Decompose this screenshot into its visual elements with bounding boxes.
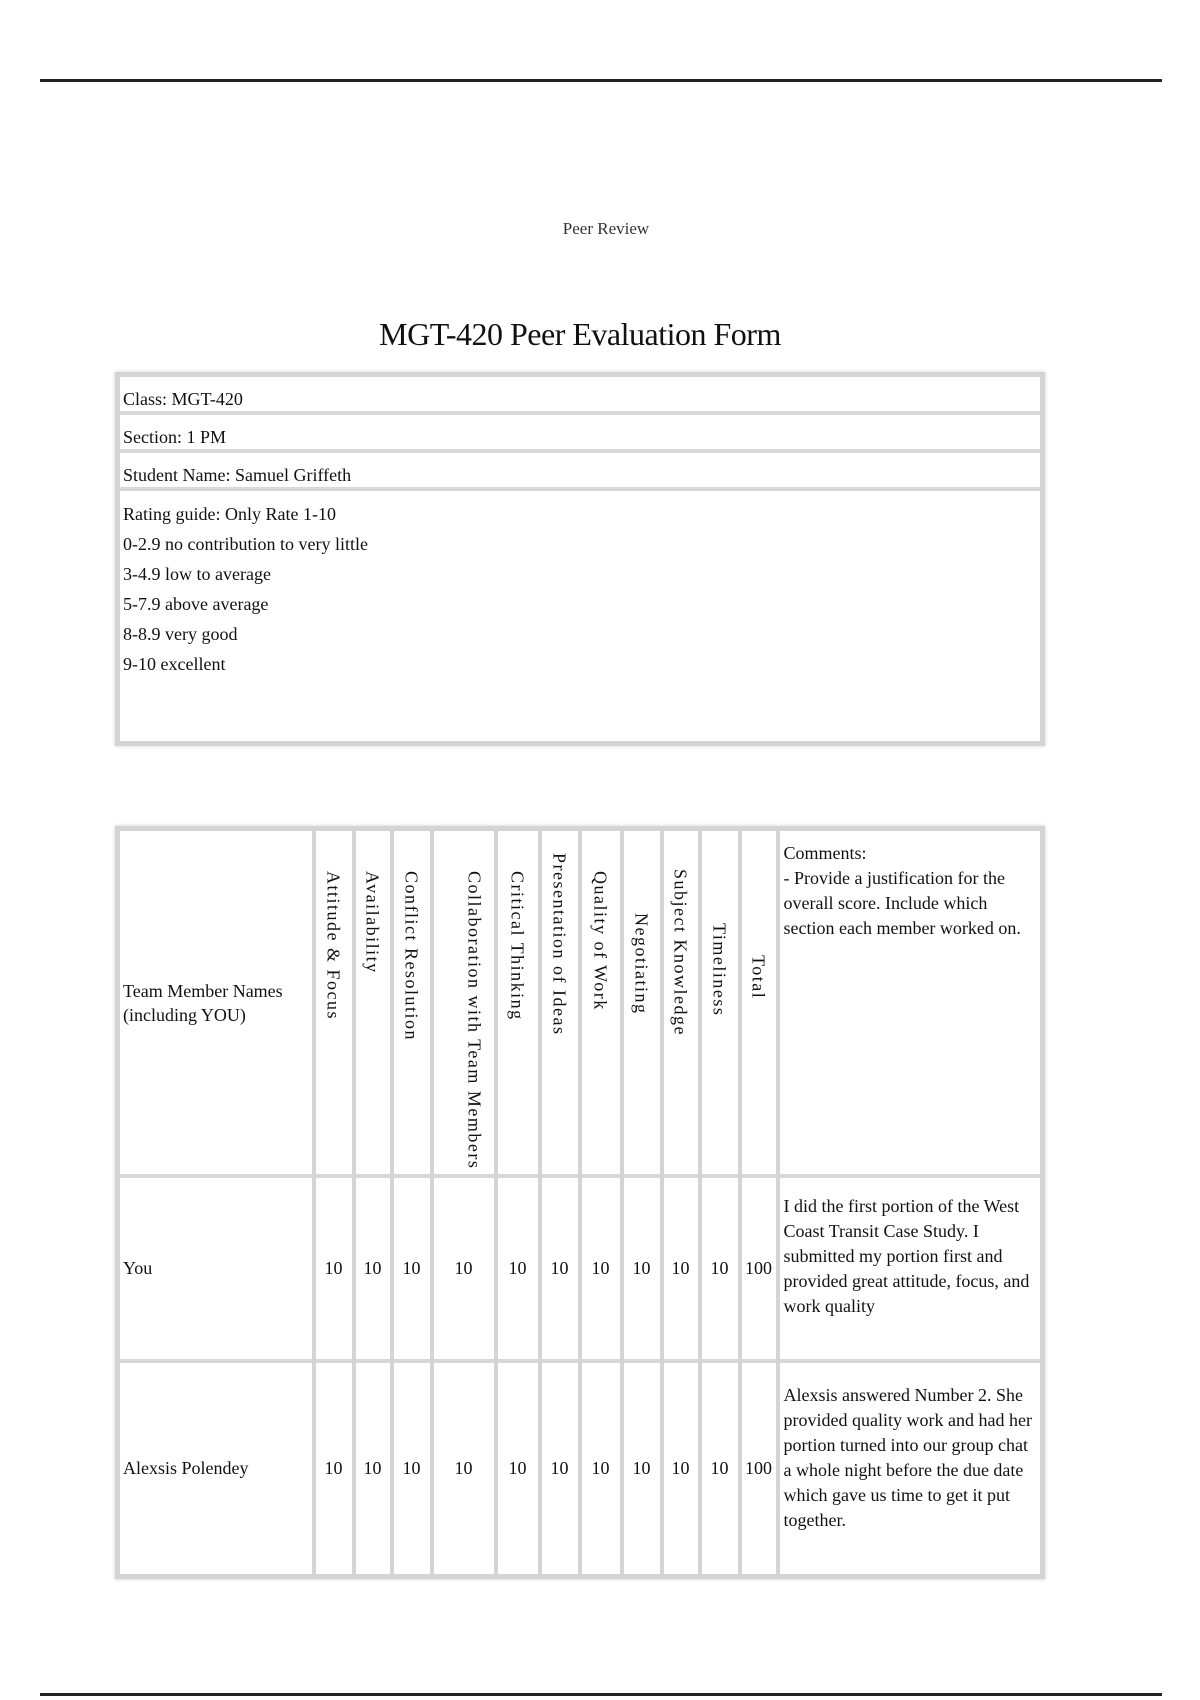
score-cell: 10 [392,1361,432,1576]
criteria-header-label: Subject Knowledge [670,869,691,1036]
criteria-header-label: Negotiating [631,913,652,1015]
score-cell: 10 [432,1361,496,1576]
score-cell: 10 [392,1176,432,1361]
score-cell: 10 [700,1176,740,1361]
table-row [118,1361,1043,1576]
rating-guide [120,491,1040,741]
member-name: You [118,1176,314,1361]
rating-guide-line: 5-7.9 above average [123,594,269,614]
member-name: Alexsis Polendey [118,1361,314,1576]
score-cell: 10 [580,1361,622,1576]
rating-guide-line: 0-2.9 no contribution to very little [123,534,368,554]
score-cell: 10 [432,1176,496,1361]
top-rule [40,79,1162,82]
comments-header-text: Comments: - Provide a justification for the overall score. Include which section each member worked on. [783,843,1021,938]
criteria-header-label: Quality of Work [590,871,611,1011]
score-cell: 10 [314,1361,354,1576]
score-cell: 10 [622,1361,662,1576]
rating-guide-line: Rating guide: Only Rate 1-10 [123,504,336,524]
criteria-header-label: Total [748,955,769,1000]
header-label: Peer Review [562,219,650,238]
criteria-header-label: Conflict Resolution [401,871,422,1041]
score-cell: 10 [700,1361,740,1576]
criteria-header [580,829,622,1177]
comment-cell: Alexsis answered Number 2. She provided quality work and had her portion turned into our group chat a whole night before the due date which gave us time to get it put together. [778,1361,1043,1576]
score-cell: 10 [496,1176,540,1361]
table-header-row [118,829,1043,1177]
criteria-header [392,829,432,1177]
score-cell: 10 [314,1176,354,1361]
criteria-header [540,829,580,1177]
score-cell: 10 [622,1176,662,1361]
score-cell: 10 [540,1361,580,1576]
evaluation-table [115,826,1045,1579]
info-table [115,372,1045,746]
score-cell: 10 [662,1176,700,1361]
rating-guide-line: 9-10 excellent [123,654,226,674]
criteria-header-label: Attitude & Focus [323,871,344,1020]
total-cell: 100 [740,1176,778,1361]
criteria-header [622,829,662,1177]
criteria-header [740,829,778,1177]
comment-cell: I did the first portion of the West Coast Transit Case Study. I submitted my portion first and provided great attitude, focus, and work quality [778,1176,1043,1361]
criteria-header-label: Timeliness [709,923,730,1017]
criteria-header [662,829,700,1177]
criteria-header [496,829,540,1177]
score-cell: 10 [354,1361,392,1576]
criteria-header [314,829,354,1177]
section-field: Section: 1 PM [120,415,1040,453]
total-cell: 100 [740,1361,778,1576]
rating-guide-line: 3-4.9 low to average [123,564,271,584]
table-row [118,1176,1043,1361]
score-cell: 10 [354,1176,392,1361]
criteria-header-label: Critical Thinking [507,871,528,1021]
score-cell: 10 [496,1361,540,1576]
criteria-header-label: Collaboration with Team Members [464,871,485,1170]
team-member-header: Team Member Names (including YOU) [123,980,283,1025]
score-cell: 10 [580,1176,622,1361]
criteria-header-label: Presentation of Ideas [549,853,570,1036]
class-field: Class: MGT-420 [120,377,1040,415]
comments-header [778,829,1043,1177]
student-name-field: Student Name: Samuel Griffeth [120,453,1040,491]
rating-guide-line: 8-8.9 very good [123,624,238,644]
score-cell: 10 [540,1176,580,1361]
score-cell: 10 [662,1361,700,1576]
form-title: MGT-420 Peer Evaluation Form [379,316,781,352]
bottom-rule [40,1693,1162,1696]
criteria-header-label: Availability [362,871,383,974]
criteria-header [700,829,740,1177]
criteria-header [432,829,496,1177]
criteria-header [354,829,392,1177]
